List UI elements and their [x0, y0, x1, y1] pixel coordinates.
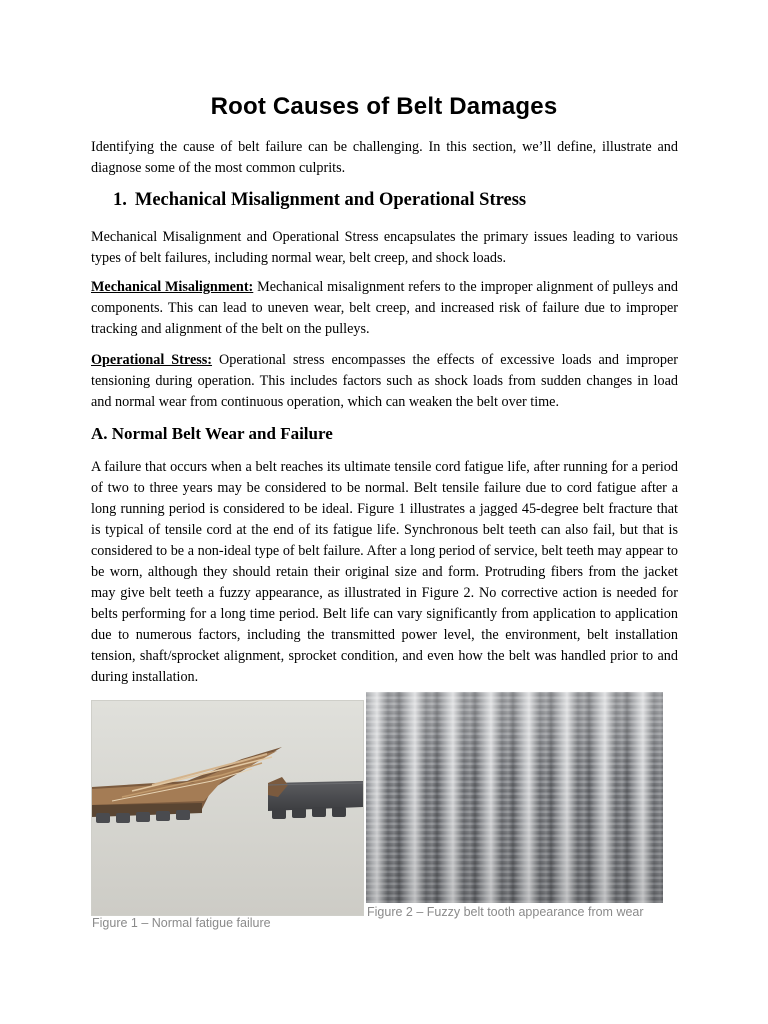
section-1-number: 1. [113, 190, 127, 210]
operational-stress-label: Operational Stress: [91, 352, 213, 368]
section-1-heading [113, 190, 526, 211]
section-1-summary: Mechanical Misalignment and Operational Stress encapsulates the primary issues leading to various types of belt failures, including normal wear, belt creep, and shock loads. [91, 229, 678, 266]
page-title: Root Causes of Belt Damages [210, 93, 558, 120]
operational-stress-paragraph [91, 350, 678, 413]
section-1-title: Mechanical Misalignment and Operational Stress [134, 190, 527, 210]
figure-1-image [91, 700, 364, 916]
figure-2-image [366, 692, 663, 903]
section-a-heading: A. Normal Belt Wear and Failure [91, 424, 333, 443]
image-shading [366, 692, 663, 903]
intro-paragraph: Identifying the cause of belt failure can be challenging. In this section, we’ll define, illustrate and diagnose some of the most common culprits. [91, 139, 678, 176]
figure-2-caption: Figure 2 – Fuzzy belt tooth appearance from wear [367, 905, 644, 919]
misalignment-label: Mechanical Misalignment: [91, 279, 254, 295]
section-a-body: A failure that occurs when a belt reaches its ultimate tensile cord fatigue life, after running for a period of two to three years may be considered to be normal. Belt tensile failure due to cord fatigue after a long running period is considered to be ideal. Figure 1 illustrates a jagged 45-degree belt fracture that is typical of tensile cord at the end of its fatigue life. Synchronous belt teeth can also fail, but that is considered to be a non-ideal type of belt failure. After a long period of service, belt teeth may appear to be worn, although they should retain their original size and form. Protruding fibers from the jacket may give belt teeth a fuzzy appearance, as illustrated in Figure 2. No corrective action is needed for belts performing for a long time period. Belt life can vary significantly from application to application due to numerous factors, including the transmitted power level, the environment, belt installation tension, shaft/sprocket alignment, sprocket condition, and even how the belt was handled prior to and during installation. [91, 459, 678, 685]
misalignment-text: Mechanical misalignment refers to the improper alignment of pulleys and components. This can lead to uneven wear, belt creep, and increased risk of failure due to improper tracking and alignment of the belt on the pulleys. [91, 279, 679, 337]
figure-1-caption: Figure 1 – Normal fatigue failure [92, 916, 271, 930]
operational-stress-text: Operational stress encompasses the effects of excessive loads and improper tensioning during operation. This includes factors such as shock loads from sudden changes in load and normal wear from continuous operation, which can weaken the belt over time. [91, 352, 678, 410]
misalignment-paragraph [91, 277, 678, 340]
